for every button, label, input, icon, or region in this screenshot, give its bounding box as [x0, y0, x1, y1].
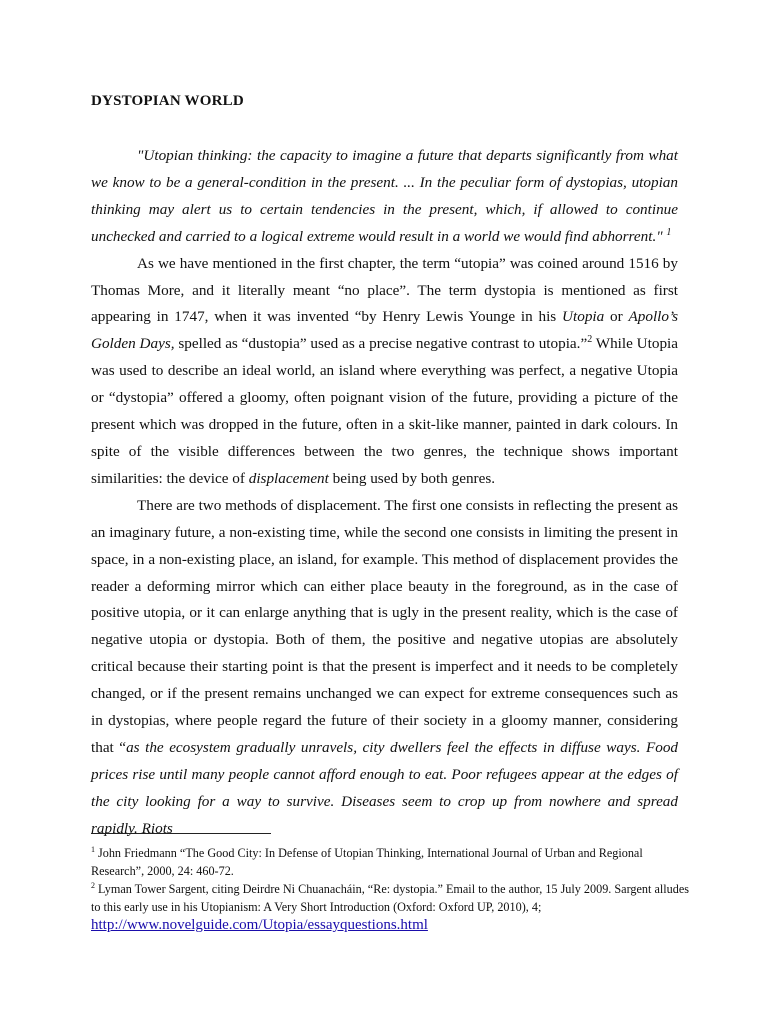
- paragraph-1-text-a: As we have mentioned in the first chapter, the term “utopia” was coined around 1516 by Thomas More, and it literally meant “no place”. The term dystopia is mentioned as first appearing in 1747, when it was invented “by Henry Lewis Younge in his: [91, 254, 678, 326]
- epigraph-quote: [91, 143, 678, 251]
- quote-text: "Utopian thinking: the capacity to imagine a future that departs significantly from what we know to be a general-condition in the present. ... In the peculiar form of dystopias, utopian thinking may alert us to certain tendencies in the present, which, if allowed to continue unchecked and carried to a logical extreme would result in a world we would find abhorrent.": [91, 147, 678, 245]
- inline-quote: as the ecosystem gradually unravels, city dwellers feel the effects in diffuse ways. Food prices rise until many people cannot afford enough to eat. Poor refugees appear at the edges of the city looking for a way to survive. Diseases seem to crop up from nowhere and spread rapidly. Riots: [91, 738, 679, 837]
- footnote-2: [91, 880, 691, 934]
- footnote-1-number: 1: [91, 844, 95, 854]
- footnote-2-link[interactable]: http://www.novelguide.com/Utopia/essayquestions.html: [91, 917, 428, 933]
- footnote-separator: [91, 833, 271, 834]
- title-apollos-golden-days: Apollo’s Golden Days,: [91, 308, 678, 353]
- footnote-ref-1[interactable]: 1: [666, 226, 672, 238]
- footnote-ref-2[interactable]: 2: [587, 334, 593, 346]
- term-displacement: displacement: [248, 469, 329, 487]
- paragraph-1-text-d: While Utopia was used to describe an ideal world, an island where everything was perfect, a negative Utopia or “dystopia” offered a gloomy, often poignant vision of the future, providing a picture of the present which was dropped in the future, often in a skit-like manner, painted in dark colours. In spite of the visible differences between the two genres, the technique shows important similarities: the device of: [91, 335, 679, 487]
- paragraph-1-text-e: being used by both genres.: [328, 469, 496, 487]
- footnotes: [91, 844, 691, 934]
- paragraph-1-text-c: spelled as “dustopia” used as a precise negative contrast to utopia.”: [174, 335, 588, 353]
- paragraph-2: [91, 493, 678, 843]
- footnote-1-text: John Friedmann “The Good City: In Defense of Utopian Thinking, International Journal of Urban and Regional Research”, 2000, 24: 460-72.: [91, 846, 643, 878]
- title-utopia: Utopia: [562, 308, 605, 326]
- paragraph-2-text: There are two methods of displacement. The first one consists in reflecting the present as an imaginary future, a non-existing time, while the second one consists in limiting the present in space, in a non-existing place, an island, for example. This method of displacement provides the reader a deforming mirror which can either place beauty in the foreground, as in the case of positive utopia, or it can enlarge anything that is ugly in the present reality, which is the case of negative utopia or dystopia. Both of them, the positive and negative utopias are absolutely critical because their starting point is that the present is imperfect and it needs to be completely changed, or if the present remains unchanged we can expect for extreme consequences such as in dystopias, where people regard the future of their society in a gloomy manner, considering that “: [91, 496, 678, 756]
- paragraph-1: [91, 251, 678, 493]
- footnote-2-number: 2: [91, 880, 95, 890]
- body-text: [91, 143, 678, 843]
- page-title: DYSTOPIAN WORLD: [91, 93, 244, 109]
- footnote-2-text: Lyman Tower Sargent, citing Deirdre Ni Chuanacháin, “Re: dystopia.” Email to the author, 15 July 2009. Sargent alludes to this early use in his Utopianism: A Very Short Introduction (Oxford: Oxford UP, 2010), 4;: [91, 882, 689, 914]
- footnote-1: [91, 844, 691, 880]
- paragraph-1-text-b: or: [604, 308, 629, 326]
